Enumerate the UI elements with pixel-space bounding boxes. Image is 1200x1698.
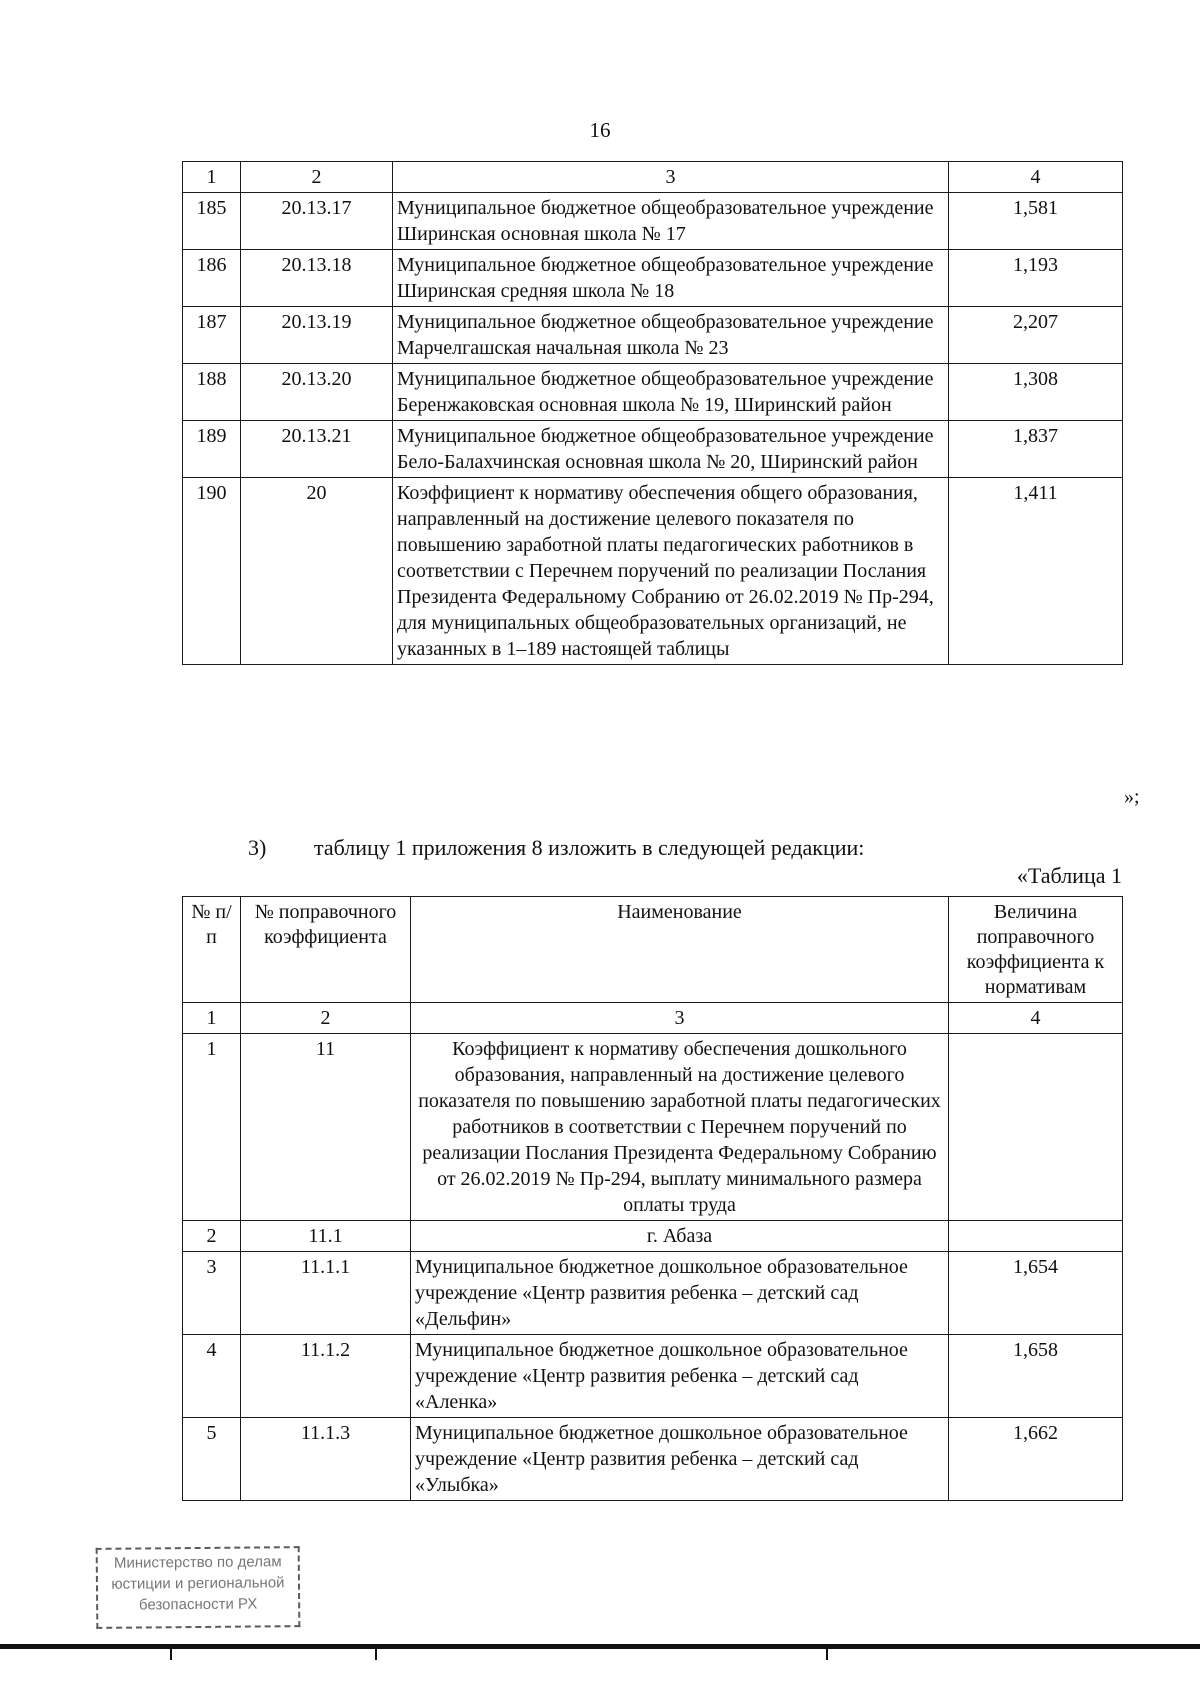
row-number: 185 xyxy=(183,193,241,250)
table-row xyxy=(183,421,1123,478)
row-number: 1 xyxy=(183,1034,241,1221)
coefficient-code: 20.13.19 xyxy=(241,307,393,364)
coefficient-value: 1,837 xyxy=(949,421,1123,478)
row-number: 189 xyxy=(183,421,241,478)
institution-name: Муниципальное бюджетное общеобразовательное учреждение Ширинская основная школа № 17 xyxy=(393,193,949,250)
institution-name: Муниципальное бюджетное общеобразовательное учреждение Марчелгашская начальная школа № 23 xyxy=(393,307,949,364)
rule-tick xyxy=(170,1648,172,1660)
table-row xyxy=(183,1221,1123,1252)
column-number: 4 xyxy=(949,1003,1123,1034)
ministry-stamp xyxy=(96,1546,301,1629)
table-row xyxy=(183,1335,1123,1418)
institution-name: Муниципальное бюджетное дошкольное образовательное учреждение «Центр развития ребенка – детский сад «Дельфин» xyxy=(411,1252,949,1335)
header-cell: 1 xyxy=(183,162,241,193)
column-number: 3 xyxy=(411,1003,949,1034)
table-row xyxy=(183,193,1123,250)
stamp-line: юстиции и региональной xyxy=(111,1574,285,1593)
coefficient-value: 1,411 xyxy=(949,478,1123,665)
institution-name: Муниципальное бюджетное дошкольное образовательное учреждение «Центр развития ребенка – детский сад «Улыбка» xyxy=(411,1418,949,1501)
closing-quote: »; xyxy=(1124,786,1140,808)
row-number: 190 xyxy=(183,478,241,665)
row-number: 2 xyxy=(183,1221,241,1252)
coefficient-code: 11.1.3 xyxy=(241,1418,411,1501)
header-coefficient-number: № поправочного коэффициента xyxy=(241,897,411,1003)
coefficient-code: 20 xyxy=(241,478,393,665)
table-caption: «Таблица 1 xyxy=(1016,863,1122,888)
table-row xyxy=(183,307,1123,364)
coefficient-code: 20.13.18 xyxy=(241,250,393,307)
institution-name: Муниципальное бюджетное общеобразовательное учреждение Бело-Балахчинская основная школа № 20, Ширинский район xyxy=(393,421,949,478)
coefficient-value: 1,654 xyxy=(949,1252,1123,1335)
table-row xyxy=(183,1252,1123,1335)
table-row xyxy=(183,1034,1123,1221)
row-number: 5 xyxy=(183,1418,241,1501)
column-number: 1 xyxy=(183,1003,241,1034)
coefficient-value xyxy=(949,1221,1123,1252)
coefficient-code: 11.1.1 xyxy=(241,1252,411,1335)
page-number: 16 xyxy=(589,118,611,142)
coefficient-value: 1,308 xyxy=(949,364,1123,421)
header-cell: 2 xyxy=(241,162,393,193)
coefficient-code: 20.13.17 xyxy=(241,193,393,250)
coefficient-value xyxy=(949,1034,1123,1221)
stamp-line: безопасности РХ xyxy=(138,1595,258,1614)
coefficient-description: Коэффициент к нормативу обеспечения дошкольного образования, направленный на достижение целевого показателя по повышению заработной платы педагогических работников в соответствии с Перечнем поручений по реализации Послания Президента Федеральному Собранию от 26.02.2019 № Пр-294, выплату минимального размера оплаты труда xyxy=(411,1034,949,1221)
page-bottom-rule xyxy=(0,1644,1200,1649)
municipality-name: г. Абаза xyxy=(411,1221,949,1252)
coefficient-value: 1,658 xyxy=(949,1335,1123,1418)
coefficient-code: 11 xyxy=(241,1034,411,1221)
row-number: 4 xyxy=(183,1335,241,1418)
preschool-coefficients-table xyxy=(182,896,1123,1501)
amendment-instruction xyxy=(248,835,864,861)
header-cell: 4 xyxy=(949,162,1123,193)
coefficient-code: 20.13.21 xyxy=(241,421,393,478)
coefficient-value: 1,193 xyxy=(949,250,1123,307)
item-number: 3) xyxy=(248,835,267,860)
coefficients-table-continued xyxy=(182,161,1123,665)
rule-tick xyxy=(826,1648,828,1660)
table-header-row xyxy=(183,162,1123,193)
institution-name: Муниципальное бюджетное общеобразовательное учреждение Беренжаковская основная школа № 19, Ширинский район xyxy=(393,364,949,421)
table-row xyxy=(183,364,1123,421)
coefficient-code: 20.13.20 xyxy=(241,364,393,421)
stamp-line: Министерство по делам xyxy=(113,1553,282,1572)
header-cell: 3 xyxy=(393,162,949,193)
table-header-row xyxy=(183,897,1123,1003)
row-number: 188 xyxy=(183,364,241,421)
rule-tick xyxy=(375,1648,377,1660)
coefficient-value: 2,207 xyxy=(949,307,1123,364)
header-number: № п/п xyxy=(183,897,241,1003)
instruction-text: таблицу 1 приложения 8 изложить в следующей редакции: xyxy=(314,835,865,860)
row-number: 186 xyxy=(183,250,241,307)
table-row xyxy=(183,1418,1123,1501)
header-name: Наименование xyxy=(411,897,949,1003)
table-row xyxy=(183,250,1123,307)
coefficient-value: 1,662 xyxy=(949,1418,1123,1501)
institution-name: Коэффициент к нормативу обеспечения общего образования, направленный на достижение целевого показателя по повышению заработной платы педагогических работников в соответствии с Перечнем поручений по реализации Послания Президента Федеральному Собранию от 26.02.2019 № Пр-294, для муниципальных общеобразовательных организаций, не указанных в 1–189 настоящей таблицы xyxy=(393,478,949,665)
column-number: 2 xyxy=(241,1003,411,1034)
coefficient-code: 11.1 xyxy=(241,1221,411,1252)
table-numbering-row xyxy=(183,1003,1123,1034)
row-number: 187 xyxy=(183,307,241,364)
institution-name: Муниципальное бюджетное дошкольное образовательное учреждение «Центр развития ребенка – детский сад «Аленка» xyxy=(411,1335,949,1418)
coefficient-value: 1,581 xyxy=(949,193,1123,250)
table-row xyxy=(183,478,1123,665)
institution-name: Муниципальное бюджетное общеобразовательное учреждение Ширинская средняя школа № 18 xyxy=(393,250,949,307)
coefficient-code: 11.1.2 xyxy=(241,1335,411,1418)
row-number: 3 xyxy=(183,1252,241,1335)
header-coefficient-value: Величина поправочного коэффициента к нормативам xyxy=(949,897,1123,1003)
